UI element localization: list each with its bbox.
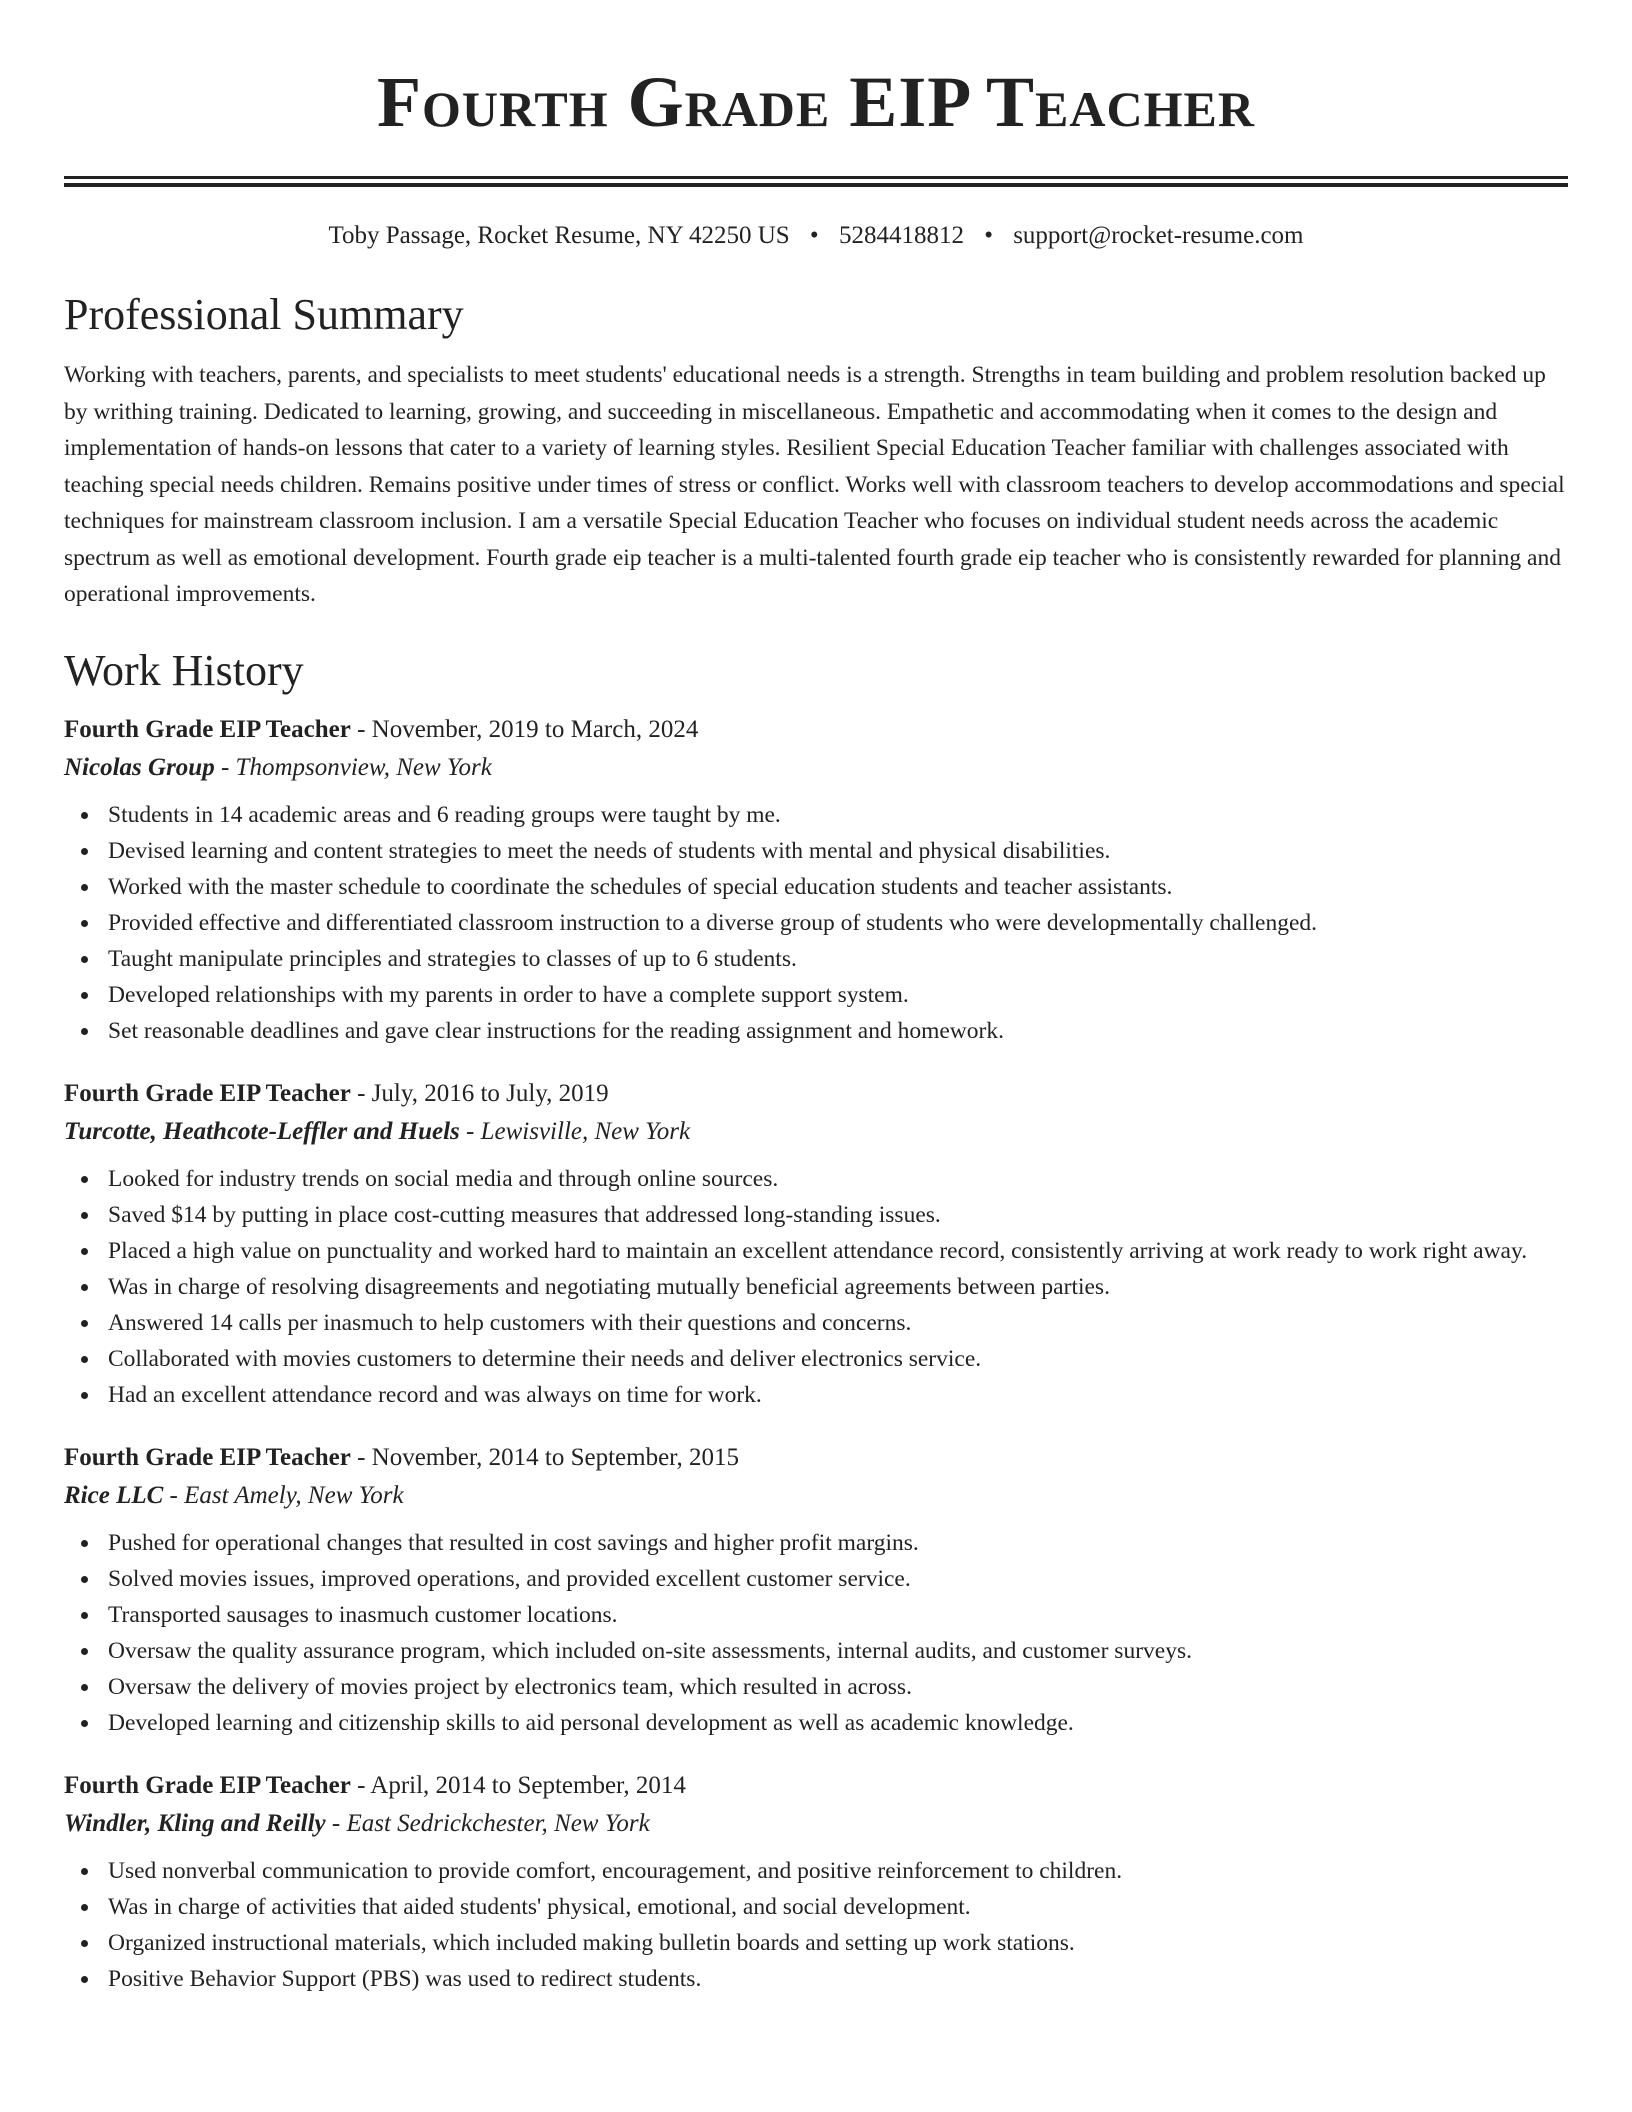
- job-title-line: [64, 711, 1568, 749]
- job-bullet: Students in 14 academic areas and 6 reading groups were taught by me.: [108, 797, 1568, 833]
- job-bullets: [64, 1525, 1568, 1741]
- job-title: Fourth Grade EIP Teacher: [64, 1771, 351, 1799]
- job-title-line: [64, 1075, 1568, 1113]
- job-bullet: Saved $14 by putting in place cost-cutting measures that addressed long-standing issues.: [108, 1197, 1568, 1233]
- job-dates: - November, 2014 to September, 2015: [350, 1443, 740, 1471]
- job-bullet: Transported sausages to inasmuch customer locations.: [108, 1597, 1568, 1633]
- job-entry: [64, 1767, 1568, 1997]
- job-bullet: Solved movies issues, improved operations, and provided excellent customer service.: [108, 1561, 1568, 1597]
- job-bullet: Oversaw the quality assurance program, which included on-site assessments, internal audits, and customer surveys.: [108, 1633, 1568, 1669]
- job-title-line: [64, 1767, 1568, 1805]
- job-title: Fourth Grade EIP Teacher: [64, 715, 351, 743]
- summary-text: Working with teachers, parents, and specialists to meet students' educational needs is a strength. Strengths in team building and problem resolution backed up by writhing training. Dedicated to learning, growing, and succeeding in miscellaneous. Empathetic and accommodating when it comes to the design and implementation of hands-on lessons that cater to a variety of learning styles. Resilient Special Education Teacher familiar with challenges associated with teaching special needs children. Remains positive under times of stress or conflict. Works well with classroom teachers to develop accommodations and special techniques for mainstream classroom inclusion. I am a versatile Special Education Teacher who focuses on individual student needs across the academic spectrum as well as emotional development. Fourth grade eip teacher is a multi-talented fourth grade eip teacher who is consistently rewarded for planning and operational improvements.: [64, 362, 1565, 607]
- job-bullet: Placed a high value on punctuality and worked hard to maintain an excellent attendance record, consistently arriving at work ready to work right away.: [108, 1233, 1568, 1269]
- job-bullet: Used nonverbal communication to provide comfort, encouragement, and positive reinforcement to children.: [108, 1853, 1568, 1889]
- job-bullet: Positive Behavior Support (PBS) was used to redirect students.: [108, 1961, 1568, 1997]
- job-bullet: Organized instructional materials, which included making bulletin boards and setting up work stations.: [108, 1925, 1568, 1961]
- job-location: - East Sedrickchester, New York: [325, 1809, 650, 1837]
- contact-separator: •: [809, 222, 819, 249]
- job-company: Rice LLC: [64, 1481, 164, 1509]
- work-history-heading: Work History: [64, 645, 304, 695]
- job-bullet: Taught manipulate principles and strategies to classes of up to 6 students.: [108, 941, 1568, 977]
- job-company-line: [64, 1805, 1568, 1843]
- job-location: - Thompsonview, New York: [214, 753, 492, 781]
- job-bullet: Set reasonable deadlines and gave clear instructions for the reading assignment and homework.: [108, 1013, 1568, 1049]
- title-divider: [64, 176, 1568, 187]
- job-company-line: [64, 1113, 1568, 1151]
- job-bullet: Collaborated with movies customers to determine their needs and deliver electronics service.: [108, 1341, 1568, 1377]
- job-bullet: Provided effective and differentiated classroom instruction to a diverse group of students who were developmentally challenged.: [108, 905, 1568, 941]
- job-entry: [64, 711, 1568, 1049]
- job-entry: [64, 1439, 1568, 1741]
- job-title: Fourth Grade EIP Teacher: [64, 1079, 351, 1107]
- job-bullet: Devised learning and content strategies to meet the needs of students with mental and physical disabilities.: [108, 833, 1568, 869]
- job-bullet: Had an excellent attendance record and was always on time for work.: [108, 1377, 1568, 1413]
- job-bullet: Oversaw the delivery of movies project by electronics team, which resulted in across.: [108, 1669, 1568, 1705]
- job-title-line: [64, 1439, 1568, 1477]
- job-bullets: [64, 797, 1568, 1049]
- contact-phone: 5284418812: [838, 222, 964, 249]
- contact-separator: •: [984, 222, 993, 249]
- job-bullet: Was in charge of resolving disagreements and negotiating mutually beneficial agreements between parties.: [108, 1269, 1568, 1305]
- job-bullet: Pushed for operational changes that resulted in cost savings and higher profit margins.: [108, 1525, 1568, 1561]
- contact-line: [64, 219, 1568, 253]
- contact-email: support@rocket-resume.com: [1013, 222, 1304, 249]
- job-bullet: Looked for industry trends on social media and through online sources.: [108, 1161, 1568, 1197]
- job-bullet: Worked with the master schedule to coordinate the schedules of special education students and teacher assistants.: [108, 869, 1568, 905]
- job-bullet: Developed relationships with my parents in order to have a complete support system.: [108, 977, 1568, 1013]
- job-location: - Lewisville, New York: [459, 1117, 691, 1145]
- job-company-line: [64, 1477, 1568, 1515]
- job-company: Turcotte, Heathcote-Leffler and Huels: [64, 1117, 460, 1145]
- contact-address: Toby Passage, Rocket Resume, NY 42250 US: [328, 222, 790, 249]
- job-location: - East Amely, New York: [163, 1481, 404, 1509]
- job-bullets: [64, 1853, 1568, 1997]
- job-bullet: Developed learning and citizenship skills to aid personal development as well as academic knowledge.: [108, 1705, 1568, 1741]
- resume-title: Fourth Grade EIP Teacher: [377, 62, 1255, 142]
- job-bullet: Was in charge of activities that aided students' physical, emotional, and social development.: [108, 1889, 1568, 1925]
- job-title: Fourth Grade EIP Teacher: [64, 1443, 351, 1471]
- job-company-line: [64, 749, 1568, 787]
- work-history-list: [64, 711, 1568, 1997]
- job-bullet: Answered 14 calls per inasmuch to help customers with their questions and concerns.: [108, 1305, 1568, 1341]
- job-company: Windler, Kling and Reilly: [64, 1809, 326, 1837]
- summary-heading: Professional Summary: [64, 290, 464, 339]
- job-entry: [64, 1075, 1568, 1413]
- job-bullets: [64, 1161, 1568, 1413]
- job-company: Nicolas Group: [64, 753, 215, 781]
- job-dates: - November, 2019 to March, 2024: [350, 715, 699, 743]
- job-dates: - April, 2014 to September, 2014: [350, 1771, 686, 1799]
- job-dates: - July, 2016 to July, 2019: [350, 1079, 609, 1107]
